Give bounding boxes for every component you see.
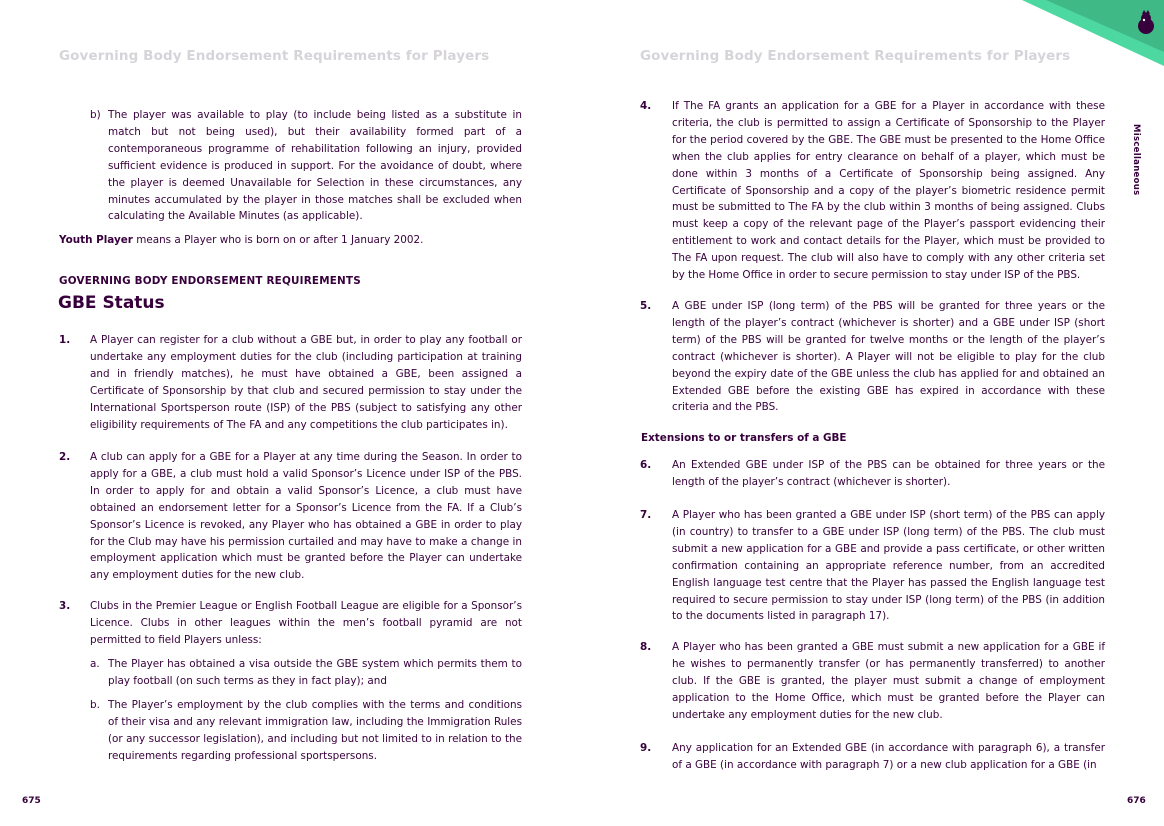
definition-youth-player: [59, 232, 529, 249]
para-number: 3.: [59, 600, 71, 612]
sub-item-text: The Player has obtained a visa outside the GBE system which permits them to play football (on such terms as they in fact play); and: [108, 658, 522, 687]
side-tab-label: Miscellaneous: [1131, 124, 1141, 196]
defined-term: Youth Player: [59, 234, 133, 246]
section-title: GBE Status: [58, 293, 165, 313]
sub-item-text: The player was available to play (to include being listed as a substitute in match but not being used), but their availability formed part of a contemporaneous programme of rehabilitation following an injury, provided sufficient evidence is produced in support. For the avoidance of doubt, where the player is deemed Unavailable for Selection in these circumstances, any minutes accumulated by the player in those matches shall be excluded when calculating the Available Minutes (as applicable).: [108, 109, 522, 223]
running-head: Governing Body Endorsement Requirements for Players: [59, 48, 490, 64]
para-text: Clubs in the Premier League or English Football League are eligible for a Sponsor’s Licence. Clubs in other leagues within the men’s football pyramid are not permitted to field Players unless:: [90, 600, 522, 646]
para-text: A Player who has been granted a GBE under ISP (short term) of the PBS can apply (in country) to transfer to a GBE under ISP (long term) of the PBS. The club must submit a new application for a GBE and provide a pass certificate, or other written confirmation containing an appropriate reference number, from an accredited English language test centre that the Player has passed the English language test required to secure permission to stay under ISP (long term) of the PBS (in addition to the documents listed in paragraph 17).: [672, 509, 1105, 623]
para-text: A GBE under ISP (long term) of the PBS will be granted for three years or the length of the player’s contract (whichever is shorter) and a GBE under ISP (short term) of the PBS will be granted for twelve months or the length of the player’s contract (whichever is shorter). A Player will not be eligible to play for the club beyond the expiry date of the GBE unless the club has applied for and obtained an Extended GBE before the existing GBE has expired in accordance with these criteria and the PBS.: [672, 300, 1105, 414]
corner-decoration: [1022, 0, 1164, 66]
sub-item-label: b.: [90, 699, 100, 711]
para-text: A Player can register for a club without a GBE but, in order to play any football or undertake any employment duties for the club (including participation at training and in friendly matches), he must have obtained a GBE, been assigned a Certificate of Sponsorship by that club and secured permission to stay under the International Sportsperson route (ISP) of the PBS (subject to satisfying any other eligibility requirements of The FA and any competitions the club participates in).: [90, 334, 522, 431]
page-number: 676: [1127, 796, 1146, 806]
para-number: 4.: [640, 100, 652, 112]
para-number: 5.: [640, 300, 652, 312]
para-number: 8.: [640, 641, 652, 653]
para-number: 2.: [59, 451, 71, 463]
page-number: 675: [22, 796, 41, 806]
section-side-tab: [1129, 126, 1143, 196]
para-number: 1.: [59, 334, 71, 346]
sub-item-label: a.: [90, 658, 100, 670]
para-text: A Player who has been granted a GBE must submit a new application for a GBE if he wishes to permanently transfer (or has permanently transferred) to another club. If the GBE is granted, the player must submit a change of employment application to the Home Office, which must be granted before the Player can undertake any employment duties for the new club.: [672, 641, 1105, 721]
definition-text: means a Player who is born on or after 1 January 2002.: [132, 234, 424, 246]
running-head: Governing Body Endorsement Requirements for Players: [640, 48, 1071, 64]
para-number: 9.: [640, 742, 652, 754]
sub-item-text: The Player’s employment by the club complies with the terms and conditions of their visa and any relevant immigration law, including the Immigration Rules (or any successor legislation), and including but not limited to in relation to the requirements regarding professional sportspersons.: [108, 699, 522, 762]
section-caps-heading: GOVERNING BODY ENDORSEMENT REQUIREMENTS: [59, 275, 361, 287]
para-text: An Extended GBE under ISP of the PBS can be obtained for three years or the length of the player’s contract (whichever is shorter).: [672, 459, 1105, 488]
para-text: A club can apply for a GBE for a Player at any time during the Season. In order to apply for a GBE, a club must hold a valid Sponsor’s Licence under ISP of the PBS. In order to apply for and obtain a valid Sponsor’s Licence, a club must have obtained an endorsement letter for a Sponsor’s Licence from the FA. If a Club’s Sponsor’s Licence is revoked, any Player who has obtained a GBE in order to play for the Club may have his permission curtailed and may have to make a change in employment application which must be granted before the Player can undertake any employment duties for the new club.: [90, 451, 522, 582]
right-page: [582, 0, 1164, 826]
subsection-heading: Extensions to or transfers of a GBE: [641, 432, 847, 444]
para-number: 7.: [640, 509, 652, 521]
para-text: Any application for an Extended GBE (in accordance with paragraph 6), a transfer of a GBE (in accordance with paragraph 7) or a new club application for a GBE (in: [672, 742, 1105, 771]
para-number: 6.: [640, 459, 652, 471]
sub-item-label: b): [90, 109, 101, 121]
para-text: If The FA grants an application for a GBE for a Player in accordance with these criteria, the club is permitted to assign a Certificate of Sponsorship to the Player for the period covered by the GBE. The GBE must be presented to the Home Office when the club applies for entry clearance on behalf of a player, which must be done within 3 months of a Certificate of Sponsorship being assigned. Any Certificate of Sponsorship and a copy of the player’s biometric residence permit must be submitted to The FA by the club within 3 months of being assigned. Clubs must keep a copy of the relevant page of the Player’s passport evidencing their entitlement to work and contact details for the Player, which must be provided to The FA upon request. The club will also have to comply with any other criteria set by the Home Office in order to secure permission to stay under ISP of the PBS.: [672, 100, 1105, 282]
